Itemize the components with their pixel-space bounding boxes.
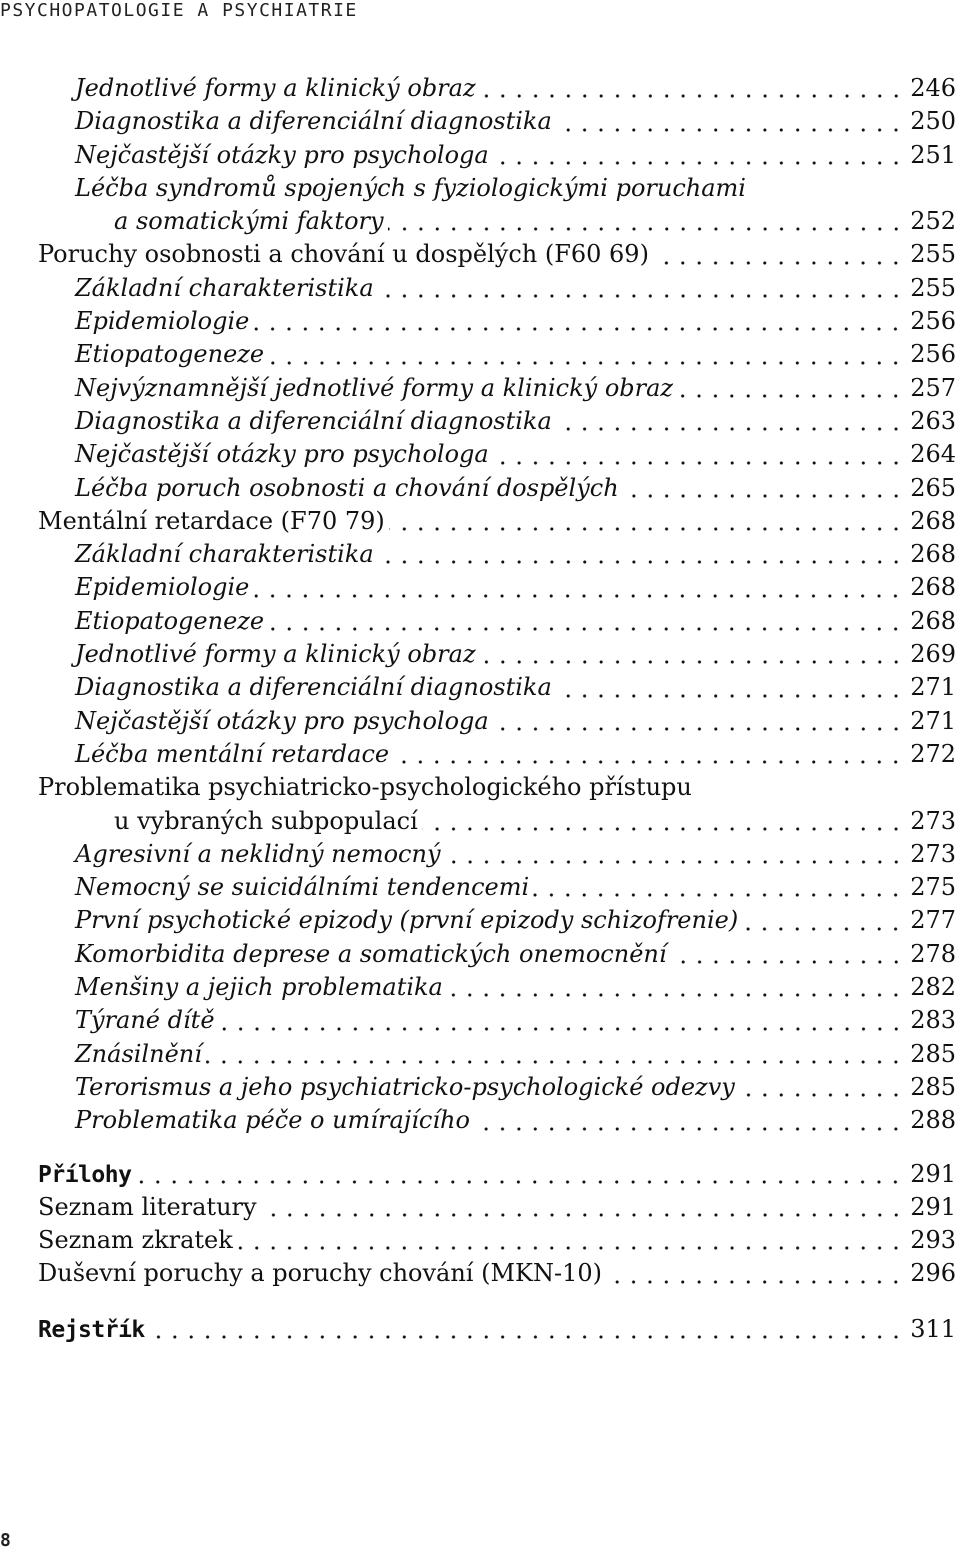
toc-entry-page: 265 xyxy=(910,473,956,502)
dot-leader xyxy=(556,679,904,699)
dot-leader xyxy=(493,146,904,166)
toc-entry-title: Agresivní a neklidný nemocný xyxy=(75,839,441,868)
toc-entry[interactable] xyxy=(38,871,956,904)
toc-entry-title: Znásilnění xyxy=(75,1039,202,1068)
toc-entry-title: Diagnostika a diferenciální diagnostika xyxy=(75,107,552,136)
toc-entry-title: Komorbidita deprese a somatických onemocnění xyxy=(75,939,667,968)
toc-entry-title: u vybraných subpopulací xyxy=(114,806,418,835)
toc-entry-title: Rejstřík xyxy=(38,1316,145,1343)
toc-entry-title: Terorismus a jeho psychiatricko-psychologické odezvy xyxy=(75,1072,735,1101)
toc-entry[interactable] xyxy=(38,638,956,671)
dot-leader xyxy=(677,379,904,399)
dot-leader xyxy=(253,312,904,332)
toc-entry[interactable] xyxy=(38,272,956,305)
toc-entry[interactable] xyxy=(38,1104,956,1137)
dot-leader xyxy=(742,912,904,932)
toc-entry[interactable] xyxy=(38,72,956,105)
toc-entry[interactable] xyxy=(38,305,956,338)
toc-entry-title: Základní charakteristika xyxy=(75,540,374,569)
toc-entry-title: Epidemiologie xyxy=(75,573,250,602)
toc-entry-title: Etiopatogeneze xyxy=(75,606,265,635)
dot-leader xyxy=(268,346,904,366)
toc-entry[interactable] xyxy=(38,571,956,604)
dot-leader xyxy=(493,712,904,732)
toc-entry-page: 256 xyxy=(910,307,956,336)
toc-entry[interactable] xyxy=(38,1038,956,1071)
toc-entry-title: První psychotické epizody (první epizody schizofrenie) xyxy=(75,906,739,935)
toc-entry-title: Problematika péče o umírajícího xyxy=(75,1106,470,1135)
toc-entry-page: 269 xyxy=(910,640,956,669)
running-header: PSYCHOPATOLOGIE A PSYCHIATRIE xyxy=(0,0,358,21)
table-of-contents xyxy=(38,72,956,1346)
toc-entry-page: 293 xyxy=(910,1226,956,1255)
toc-entry-page: 256 xyxy=(910,340,956,369)
toc-entry-title: Diagnostika a diferenciální diagnostika xyxy=(75,406,552,435)
toc-entry-page: 271 xyxy=(910,706,956,735)
dot-leader xyxy=(623,479,904,499)
toc-entry[interactable] xyxy=(38,838,956,871)
toc-entry-page: 250 xyxy=(910,107,956,136)
toc-entry-title: Léčba syndromů spojených s fyziologickými poruchami xyxy=(75,173,746,202)
dot-leader xyxy=(533,878,904,898)
toc-entry-title: Mentální retardace (F70 79) xyxy=(38,506,385,535)
toc-entry-page: 246 xyxy=(910,74,956,102)
dot-leader xyxy=(253,579,904,599)
toc-entry-page: 268 xyxy=(910,506,956,535)
toc-entry-title: Menšiny a jejich problematika xyxy=(75,973,443,1002)
toc-entry-page: 273 xyxy=(910,806,956,835)
toc-chapter-appendix[interactable] xyxy=(38,1158,956,1191)
dot-leader xyxy=(653,246,904,266)
toc-entry-page: 268 xyxy=(910,540,956,569)
dot-leader xyxy=(445,845,904,865)
toc-entry[interactable] xyxy=(38,338,956,371)
dot-leader xyxy=(422,812,904,832)
dot-leader xyxy=(378,279,904,299)
toc-entry-title: Etiopatogeneze xyxy=(75,340,265,369)
toc-entry-title: Jednotlivé formy a klinický obraz xyxy=(75,640,476,669)
dot-leader xyxy=(447,978,904,998)
toc-entry-page: 251 xyxy=(910,140,956,169)
toc-entry-title: Nejčastější otázky pro psychologa xyxy=(75,140,489,169)
dot-leader xyxy=(378,545,904,565)
dot-leader xyxy=(206,1045,904,1065)
toc-entry[interactable] xyxy=(38,938,956,971)
toc-entry[interactable] xyxy=(38,538,956,571)
dot-leader xyxy=(135,1165,904,1185)
toc-entry-page: 296 xyxy=(910,1259,956,1288)
toc-entry[interactable] xyxy=(38,472,956,505)
dot-leader xyxy=(388,212,904,232)
dot-leader xyxy=(389,512,904,532)
toc-section[interactable] xyxy=(38,505,956,538)
toc-entry-title: Nejvýznamnější jednotlivé formy a klinický obraz xyxy=(75,373,674,402)
toc-entry-title: Nemocný se suicidálními tendencemi xyxy=(75,873,530,902)
toc-entry[interactable] xyxy=(38,372,956,405)
toc-entry[interactable] xyxy=(38,139,956,172)
dot-leader xyxy=(261,1198,904,1218)
toc-entry[interactable] xyxy=(38,438,956,471)
dot-leader xyxy=(393,745,904,765)
toc-entry-page: 268 xyxy=(910,606,956,635)
toc-entry-page: 291 xyxy=(910,1192,956,1221)
toc-entry-page: 273 xyxy=(910,839,956,868)
toc-entry-page: 283 xyxy=(910,1006,956,1035)
toc-entry-title: a somatickými faktory xyxy=(114,207,384,236)
toc-entry-page: 272 xyxy=(910,739,956,768)
dot-leader xyxy=(480,79,904,99)
toc-entry-title: Poruchy osobnosti a chování u dospělých (F60 69) xyxy=(38,240,649,269)
dot-leader xyxy=(149,1320,904,1340)
dot-leader xyxy=(237,1231,904,1251)
dot-leader xyxy=(556,412,904,432)
toc-entry-page: 278 xyxy=(910,939,956,968)
toc-entry-title: Problematika psychiatricko-psychologického přístupu xyxy=(38,773,692,802)
toc-entry-page: 277 xyxy=(910,906,956,935)
toc-entry-title: Seznam zkratek xyxy=(38,1226,233,1255)
toc-entry-title: Nejčastější otázky pro psychologa xyxy=(75,440,489,469)
toc-entry[interactable] xyxy=(38,172,956,205)
toc-entry-title: Jednotlivé formy a klinický obraz xyxy=(75,74,476,102)
toc-entry-title: Týrané dítě xyxy=(75,1006,215,1035)
toc-entry[interactable] xyxy=(38,705,956,738)
dot-leader xyxy=(606,1265,904,1285)
toc-entry-title: Základní charakteristika xyxy=(75,273,374,302)
toc-entry-title: Léčba poruch osobnosti a chování dospělých xyxy=(75,473,619,502)
toc-entry-page: 255 xyxy=(910,273,956,302)
toc-entry[interactable] xyxy=(38,1224,956,1257)
toc-entry-page: 252 xyxy=(910,207,956,236)
toc-entry[interactable] xyxy=(38,904,956,937)
dot-leader xyxy=(480,645,904,665)
toc-entry-page: 268 xyxy=(910,573,956,602)
toc-entry-page: 285 xyxy=(910,1072,956,1101)
toc-section[interactable] xyxy=(38,238,956,271)
dot-leader xyxy=(556,113,904,133)
toc-entry-title: Epidemiologie xyxy=(75,307,250,336)
toc-entry-page: 264 xyxy=(910,440,956,469)
dot-leader xyxy=(493,446,904,466)
toc-entry[interactable] xyxy=(38,605,956,638)
toc-entry-page: 263 xyxy=(910,406,956,435)
dot-leader xyxy=(739,1078,904,1098)
toc-entry-page: 255 xyxy=(910,240,956,269)
dot-leader xyxy=(671,945,904,965)
toc-entry-title: Léčba mentální retardace xyxy=(75,739,390,768)
toc-entry-page: 275 xyxy=(910,873,956,902)
toc-entry-page: 285 xyxy=(910,1039,956,1068)
toc-entry[interactable] xyxy=(38,1191,956,1224)
toc-entry-title: Nejčastější otázky pro psychologa xyxy=(75,706,489,735)
dot-leader xyxy=(474,1112,904,1132)
toc-entry[interactable] xyxy=(38,105,956,138)
toc-section[interactable] xyxy=(38,805,956,838)
toc-entry-page: 291 xyxy=(910,1159,956,1188)
toc-entry[interactable] xyxy=(38,1257,956,1290)
toc-entry-page: 257 xyxy=(910,373,956,402)
toc-section[interactable] xyxy=(38,771,956,804)
toc-entry-title: Duševní poruchy a poruchy chování (MKN-10) xyxy=(38,1259,602,1288)
toc-entry-title: Diagnostika a diferenciální diagnostika xyxy=(75,673,552,702)
toc-entry[interactable] xyxy=(38,1071,956,1104)
toc-entry[interactable] xyxy=(38,738,956,771)
toc-entry-page: 288 xyxy=(910,1106,956,1135)
toc-chapter-index[interactable] xyxy=(38,1313,956,1346)
toc-entry[interactable] xyxy=(38,971,956,1004)
toc-entry-page: 311 xyxy=(910,1314,956,1343)
toc-entry[interactable] xyxy=(38,671,956,704)
toc-entry-page: 282 xyxy=(910,973,956,1002)
page-number: 8 xyxy=(0,1530,11,1551)
dot-leader xyxy=(219,1012,904,1032)
dot-leader xyxy=(268,612,904,632)
toc-entry-title: Seznam literatury xyxy=(38,1192,257,1221)
toc-entry-title: Přílohy xyxy=(38,1161,132,1188)
toc-entry[interactable] xyxy=(38,405,956,438)
toc-entry[interactable] xyxy=(38,205,956,238)
toc-entry[interactable] xyxy=(38,1004,956,1037)
toc-entry-page: 271 xyxy=(910,673,956,702)
